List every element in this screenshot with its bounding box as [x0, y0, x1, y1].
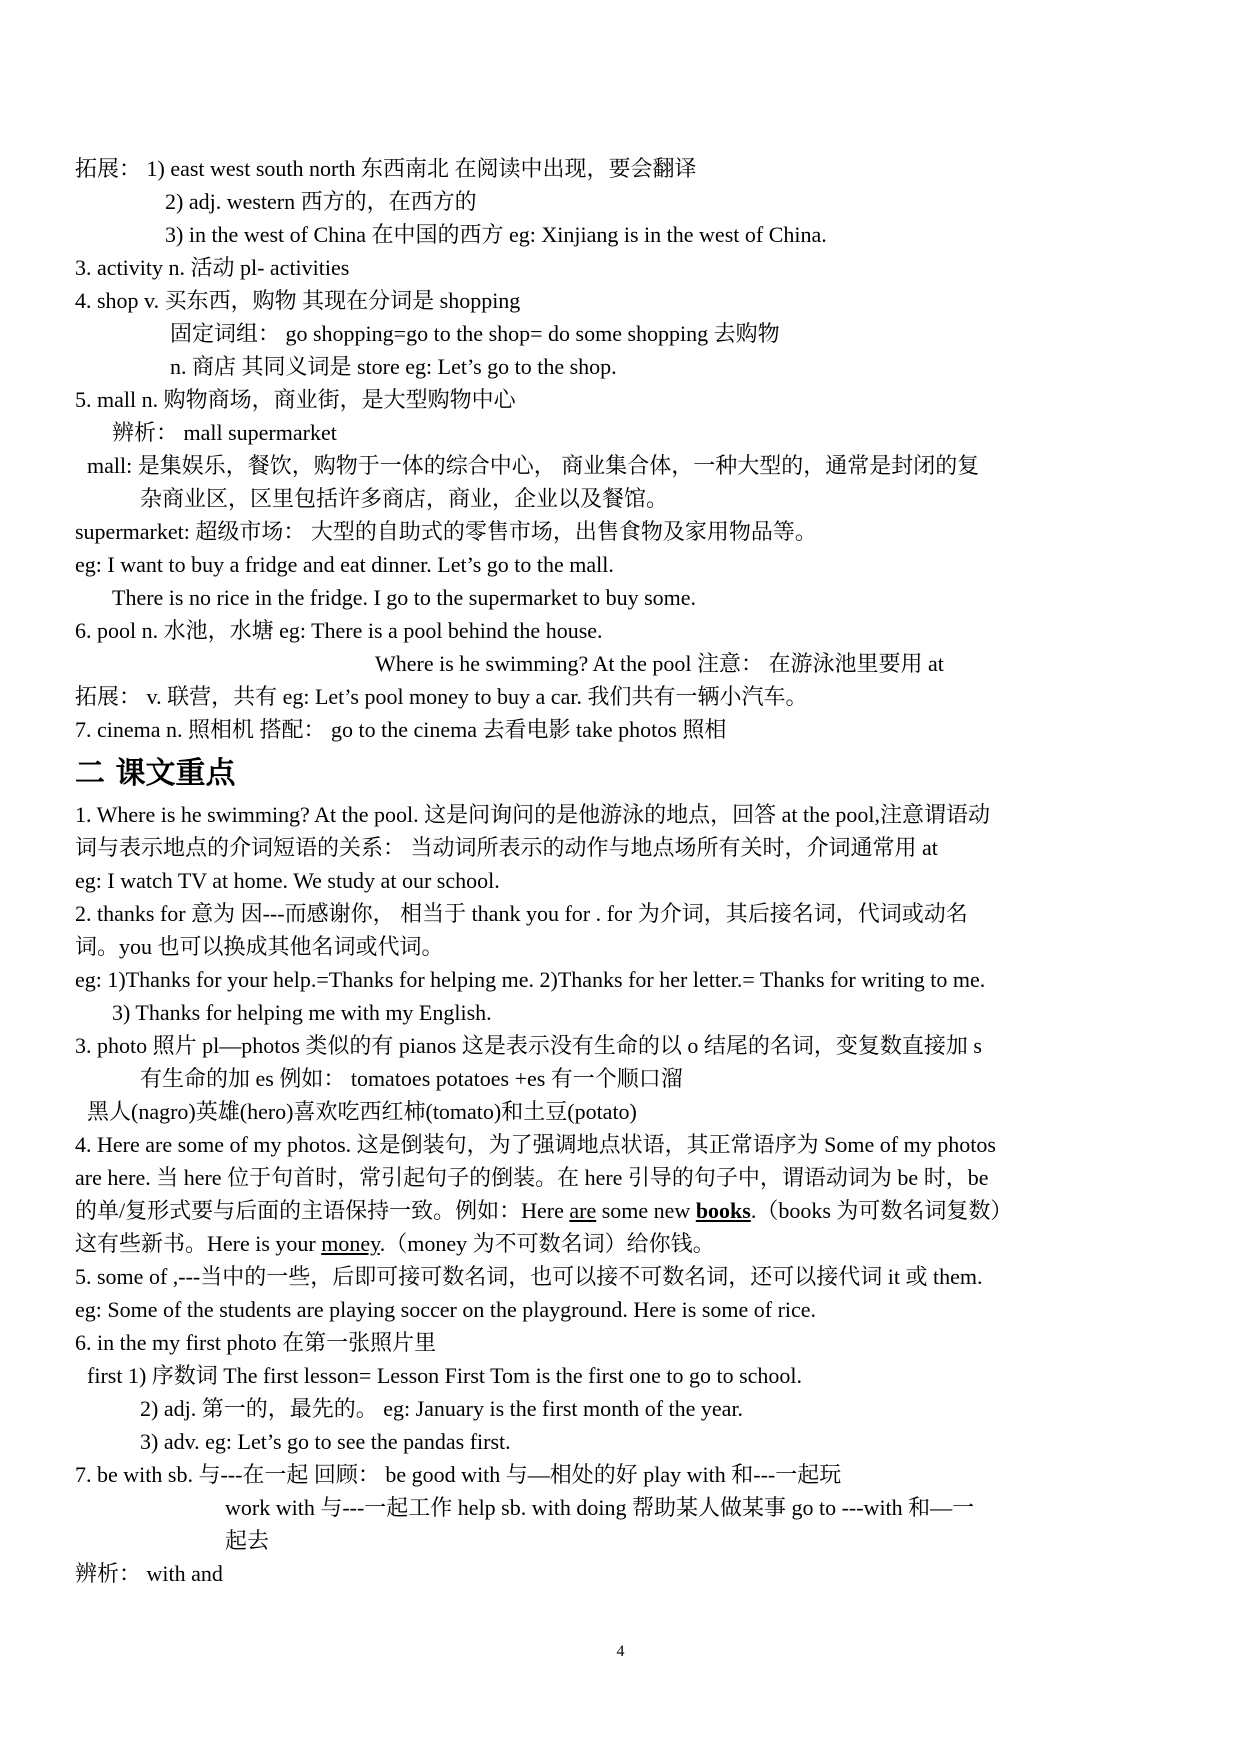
text-line: eg: 1)Thanks for your help.=Thanks for helping me. 2)Thanks for her letter.= Thanks for writing to me. — [75, 967, 986, 992]
text-line: There is no rice in the fridge. I go to the supermarket to buy some. — [112, 585, 697, 610]
text-line: 4. shop v. 买东西，购物 其现在分词是 shopping — [75, 288, 521, 313]
text-fragment: 这有些新书。Here is your — [75, 1231, 322, 1256]
text-line: 词。you 也可以换成其他名词或代词。 — [75, 934, 444, 959]
text-line: 2. thanks for 意为 因---而感谢你， 相当于 thank you for . for 为介词，其后接名词，代词或动名 — [75, 901, 968, 926]
text-line: 4. Here are some of my photos. 这是倒装句，为了强调地点状语，其正常语序为 Some of my photos — [75, 1132, 996, 1157]
text-line: 拓展： 1) east west south north 东西南北 在阅读中出现，要会翻译 — [75, 156, 697, 181]
text-line: 3) adv. eg: Let’s go to see the pandas first. — [140, 1429, 511, 1454]
text-line: 拓展： v. 联营，共有 eg: Let’s pool money to buy a car. 我们共有一辆小汽车。 — [75, 684, 808, 709]
text-line: 7. be with sb. 与---在一起 回顾： be good with 与—相处的好 play with 和---一起玩 — [75, 1462, 842, 1487]
text-line: 3) Thanks for helping me with my English. — [112, 1000, 492, 1025]
page-content — [75, 152, 1145, 1590]
bold-underlined-word: books — [695, 1198, 751, 1223]
text-line: 固定词组： go shopping=go to the shop= do some shopping 去购物 — [170, 321, 780, 346]
page-number: 4 — [616, 1643, 625, 1660]
text-line: 词与表示地点的介词短语的关系： 当动词所表示的动作与地点场所有关时，介词通常用 at — [75, 835, 938, 860]
text-fragment: .（money 为不可数名词）给你钱。 — [379, 1231, 715, 1256]
text-line: 2) adj. western 西方的，在西方的 — [165, 189, 477, 214]
text-line: eg: I watch TV at home. We study at our school. — [75, 868, 500, 893]
text-line: mall: 是集娱乐，餐饮，购物于一体的综合中心， 商业集合体，一种大型的，通常是封闭的复 — [87, 453, 980, 478]
text-line: are here. 当 here 位于句首时，常引起句子的倒装。在 here 引导的句子中，谓语动词为 be 时，be — [75, 1165, 989, 1190]
text-line: 3) in the west of China 在中国的西方 eg: Xinjiang is in the west of China. — [165, 222, 827, 247]
text-line: 6. pool n. 水池，水塘 eg: There is a pool behind the house. — [75, 618, 603, 643]
text-fragment: 的单/复形式要与后面的主语保持一致。例如：Here — [75, 1198, 570, 1223]
text-line: 3. activity n. 活动 pl- activities — [75, 255, 350, 280]
text-fragment: .（books 为可数名词复数） — [750, 1198, 1013, 1223]
text-line: first 1) 序数词 The first lesson= Lesson First Tom is the first one to go to school. — [87, 1363, 803, 1388]
text-line: eg: Some of the students are playing soccer on the playground. Here is some of rice. — [75, 1297, 817, 1322]
text-line: 黑人(nagro)英雄(hero)喜欢吃西红柿(tomato)和土豆(potato) — [87, 1099, 637, 1124]
text-line: 辨析： with and — [75, 1561, 223, 1586]
text-line — [75, 1227, 1145, 1260]
text-line: 1. Where is he swimming? At the pool. 这是问询问的是他游泳的地点，回答 at the pool,注意谓语动 — [75, 802, 990, 827]
text-line: 7. cinema n. 照相机 搭配： go to the cinema 去看电影 take photos 照相 — [75, 717, 727, 742]
text-line: 杂商业区，区里包括许多商店，商业，企业以及餐馆。 — [140, 486, 669, 511]
section-heading: 二 课文重点 — [75, 756, 236, 791]
text-line: work with 与---一起工作 help sb. with doing 帮助某人做某事 go to ---with 和—一 — [225, 1495, 975, 1520]
text-line: 起去 — [225, 1528, 270, 1553]
text-line: 辨析： mall supermarket — [112, 420, 337, 445]
text-line: 2) adj. 第一的，最先的。 eg: January is the first month of the year. — [140, 1396, 744, 1421]
text-line: 5. some of ,---当中的一些，后即可接可数名词，也可以接不可数名词，还可以接代词 it 或 them. — [75, 1264, 983, 1289]
text-line: Where is he swimming? At the pool 注意： 在游泳池里要用 at — [375, 651, 944, 676]
text-line: eg: I want to buy a fridge and eat dinner. Let’s go to the mall. — [75, 552, 614, 577]
text-line: 5. mall n. 购物商场，商业街，是大型购物中心 — [75, 387, 516, 412]
text-line: 6. in the my first photo 在第一张照片里 — [75, 1330, 437, 1355]
text-line: 有生命的加 es 例如： tomatoes potatoes +es 有一个顺口溜 — [140, 1066, 683, 1091]
text-line — [75, 1194, 1145, 1227]
text-line: n. 商店 其同义词是 store eg: Let’s go to the shop. — [170, 354, 617, 379]
text-fragment: some new — [596, 1198, 696, 1223]
text-line: 3. photo 照片 pl—photos 类似的有 pianos 这是表示没有生命的以 o 结尾的名词，变复数直接加 s — [75, 1033, 982, 1058]
text-line: supermarket: 超级市场： 大型的自助式的零售市场，出售食物及家用物品等。 — [75, 519, 817, 544]
underlined-word: are — [569, 1198, 597, 1223]
underlined-word: money — [321, 1231, 380, 1256]
